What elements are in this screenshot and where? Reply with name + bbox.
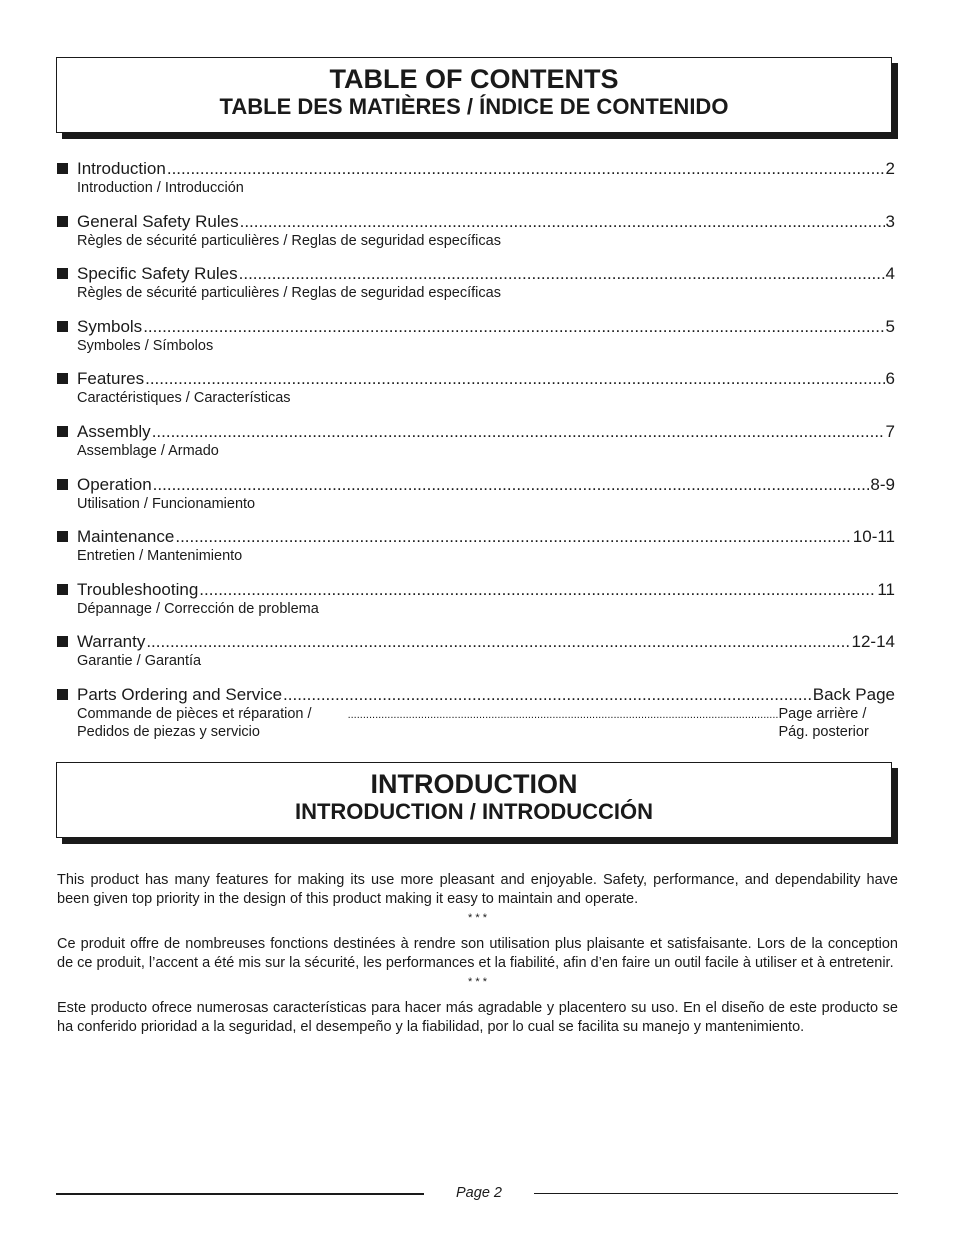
footer-rule-left — [56, 1193, 424, 1195]
toc-item-sublabel: Assemblage / Armado — [77, 442, 219, 459]
square-bullet-icon — [57, 216, 68, 227]
square-bullet-icon — [57, 321, 68, 332]
toc-item-label: Features — [77, 369, 145, 389]
toc-item-label: Maintenance — [77, 527, 175, 547]
toc-item-page: Back Page — [812, 684, 895, 704]
leader-dots — [145, 369, 884, 389]
leader-dots — [240, 212, 885, 232]
toc-item-sublabel: Garantie / Garantía — [77, 653, 202, 670]
intro-header-box — [56, 762, 892, 838]
square-bullet-icon — [57, 636, 68, 647]
toc-item-label: Warranty — [77, 632, 146, 652]
toc-item-sublabel: Règles de sécurité particulières / Reglas de seguridad específicas — [77, 285, 501, 302]
toc-item-maintenance[interactable] — [57, 527, 895, 580]
toc-item-sublabel: Utilisation / Funcionamiento — [77, 495, 256, 512]
toc-subtitle: TABLE DES MATIÈRES / ÍNDICE DE CONTENIDO — [219, 94, 729, 119]
toc-item-general-safety-rules[interactable] — [57, 212, 895, 265]
toc-item-sublabel: Caractéristiques / Características — [77, 390, 291, 407]
leader-dots — [239, 264, 885, 284]
toc-item-page: 7 — [885, 421, 895, 441]
intro-subtitle: INTRODUCTION / INTRODUCCIÓN — [294, 799, 654, 824]
square-bullet-icon — [57, 268, 68, 279]
square-bullet-icon — [57, 373, 68, 384]
intro-title: INTRODUCTION — [370, 769, 578, 799]
page-number: Page 2 — [456, 1185, 502, 1201]
toc-item-label: Symbols — [77, 316, 143, 336]
toc-item-sublabel: Symboles / Símbolos — [77, 337, 214, 354]
toc-item-page: 8-9 — [870, 474, 895, 494]
toc-item-introduction[interactable] — [57, 159, 895, 212]
toc-item-specific-safety-rules[interactable] — [57, 264, 895, 317]
leader-dots — [199, 580, 876, 600]
square-bullet-icon — [57, 531, 68, 542]
toc-item-page: 12-14 — [851, 632, 895, 652]
square-bullet-icon — [57, 163, 68, 174]
intro-paragraph-fr: Ce produit offre de nombreuses fonctions destinées à rendre son utilisation plus plaisante et satisfaisante. Lors de la conception de ce produit, l’accent a été mis sur la sécurité, les performances et la fiabilité, afin d’en faire un outil facile à utiliser et à entretenir. — [57, 936, 898, 971]
leader-dots — [167, 159, 885, 179]
toc-item-page: 2 — [885, 159, 895, 178]
toc-item-label: General Safety Rules — [77, 211, 239, 231]
leader-dots — [146, 632, 850, 652]
toc-list — [57, 159, 895, 738]
separator-stars: * * * — [468, 976, 487, 988]
toc-item-label: Assembly — [77, 421, 151, 441]
footer-rule-right — [534, 1193, 898, 1194]
toc-item-symbols[interactable] — [57, 317, 895, 370]
toc-item-page: 4 — [885, 264, 895, 284]
intro-body — [57, 871, 898, 1037]
square-bullet-icon — [57, 689, 68, 700]
toc-item-subpage: Page arrière / Pág. posterior — [778, 705, 869, 740]
leader-dots — [283, 685, 812, 705]
toc-header-box — [56, 57, 892, 133]
toc-item-sublabel: Dépannage / Corrección de problema — [77, 600, 319, 617]
toc-title: TABLE OF CONTENTS — [329, 64, 619, 94]
leader-dots — [175, 527, 851, 547]
square-bullet-icon — [57, 479, 68, 490]
leader-dots — [143, 317, 884, 337]
toc-item-label: Introduction — [77, 159, 166, 178]
toc-item-label: Operation — [77, 474, 152, 494]
toc-item-page: 11 — [877, 579, 895, 599]
toc-item-sublabel: Règles de sécurité particulières / Reglas de seguridad específicas — [77, 232, 501, 249]
intro-paragraph-es: Este producto ofrece numerosas características para hacer más agradable y placentero su uso. En el diseño de este producto se ha conferido prioridad a la seguridad, el desempeño y la fiabilidad, por lo cual se facilita su manejo y mantenimiento. — [57, 1000, 898, 1035]
toc-item-page: 3 — [885, 211, 895, 231]
toc-item-sublabel: Introduction / Introducción — [77, 180, 244, 196]
square-bullet-icon — [57, 584, 68, 595]
toc-item-label: Troubleshooting — [77, 579, 199, 599]
toc-item-operation[interactable] — [57, 475, 895, 528]
toc-item-troubleshooting[interactable] — [57, 580, 895, 633]
leader-dots — [152, 422, 885, 442]
toc-item-sublabel: Entretien / Mantenimiento — [77, 548, 243, 565]
separator-stars: * * * — [468, 912, 487, 924]
intro-paragraph-en: This product has many features for making its use more pleasant and enjoyable. Safety, performance, and dependability have been given top priority in the design of this product making it easy to maintain and operate. — [57, 872, 898, 907]
toc-item-page: 6 — [885, 369, 895, 389]
toc-item-features[interactable] — [57, 369, 895, 422]
leader-dots — [153, 475, 870, 495]
square-bullet-icon — [57, 426, 68, 437]
toc-item-warranty[interactable] — [57, 632, 895, 685]
toc-item-assembly[interactable] — [57, 422, 895, 475]
toc-item-label: Specific Safety Rules — [77, 264, 238, 284]
toc-item-page: 5 — [885, 316, 895, 336]
toc-item-parts-ordering[interactable] — [57, 685, 895, 738]
leader-dots — [348, 706, 778, 724]
toc-item-sublabel: Commande de pièces et réparation / Pedidos de piezas y servicio — [77, 705, 312, 740]
toc-item-page: 10-11 — [852, 527, 895, 547]
toc-item-label: Parts Ordering and Service — [77, 684, 283, 704]
